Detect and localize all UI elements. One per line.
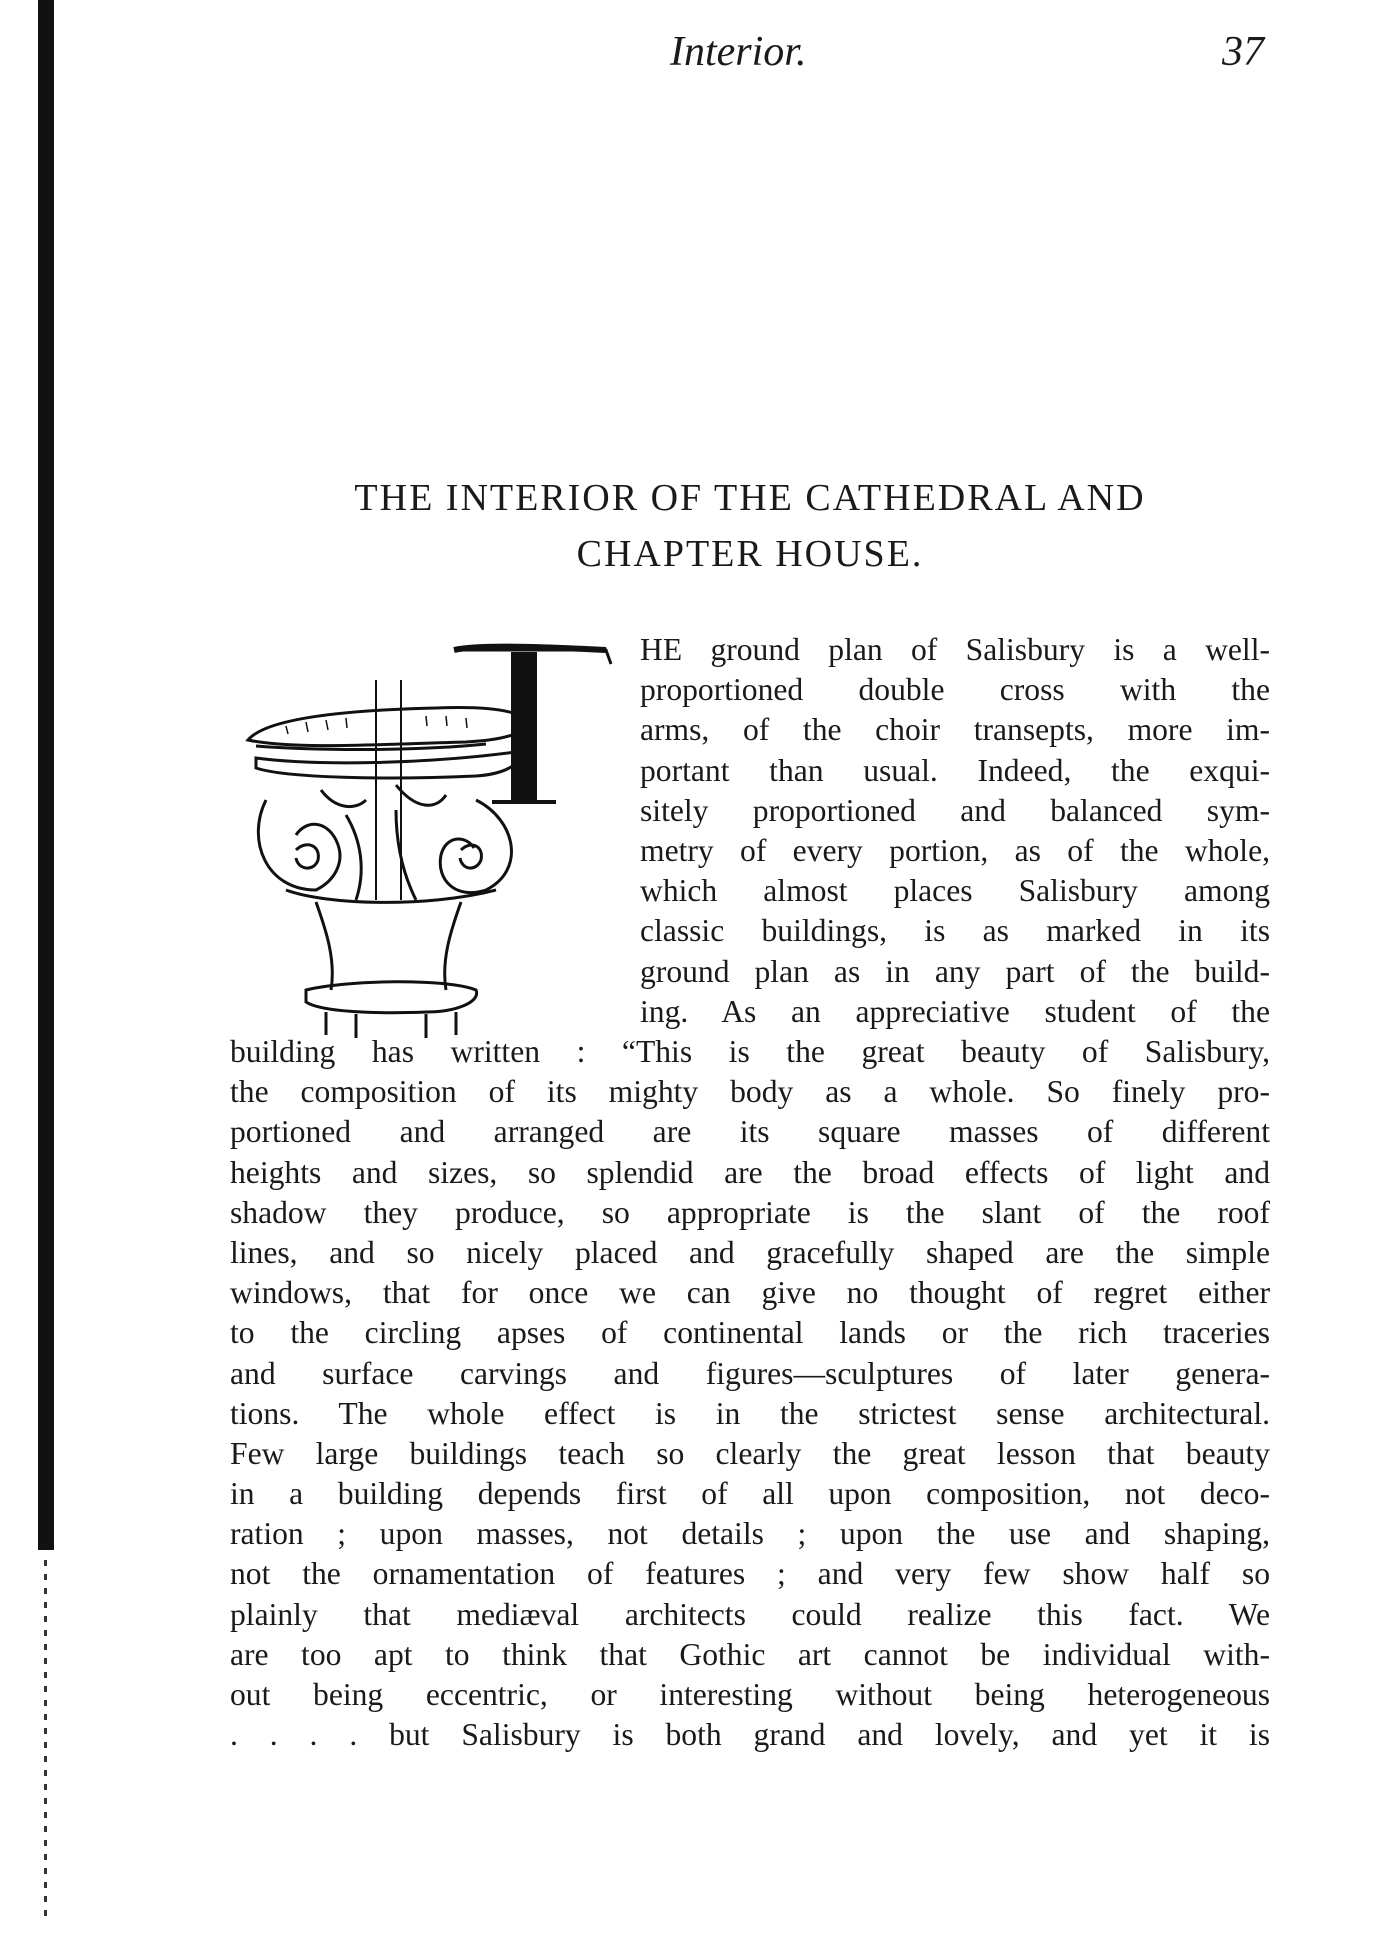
body-line: portioned and arranged are its square masses of different [230, 1114, 1270, 1150]
capital-column-icon [226, 640, 616, 1040]
body-line: shadow they produce, so appropriate is the slant of the roof [230, 1194, 1270, 1230]
body-line: portant than usual. Indeed, the exqui- [640, 752, 1270, 788]
drop-cap-illustration [226, 640, 616, 1040]
body-line: metry of every portion, as of the whole, [640, 832, 1270, 868]
body-line: sitely proportioned and balanced sym- [640, 792, 1270, 828]
chapter-title-line-1: THE INTERIOR OF THE CATHEDRAL AND [354, 477, 1146, 519]
body-line: . . . . but Salisbury is both grand and lovely, and yet it is [230, 1717, 1270, 1753]
body-main-column [230, 1032, 1270, 1755]
body-line: not the ornamentation of features ; and very few show half so [230, 1556, 1270, 1592]
body-line: proportioned double cross with the [640, 672, 1270, 708]
body-line: and surface carvings and figures—sculptures of later genera- [230, 1355, 1270, 1391]
body-opening-column [640, 630, 1270, 1032]
body-line: classic buildings, is as marked in its [640, 913, 1270, 949]
running-head [0, 28, 1373, 88]
body-line: Few large buildings teach so clearly the great lesson that beauty [230, 1435, 1270, 1471]
body-line: in a building depends first of all upon composition, not deco- [230, 1476, 1270, 1512]
chapter-title-line-2: CHAPTER HOUSE. [576, 533, 924, 575]
body-line: out being eccentric, or interesting without being heterogeneous [230, 1677, 1270, 1712]
body-line: tions. The whole effect is in the strictest sense architectural. [230, 1395, 1270, 1431]
body-line: heights and sizes, so splendid are the broad effects of light and [230, 1154, 1270, 1190]
body-line: to the circling apses of continental lands or the rich traceries [230, 1315, 1270, 1351]
body-line: windows, that for once we can give no thought of regret either [230, 1275, 1270, 1311]
body-line: the composition of its mighty body as a whole. So finely pro- [230, 1074, 1270, 1110]
running-title: Interior. [670, 29, 807, 75]
binding-edge [38, 0, 54, 1550]
body-line: which almost places Salisbury among [640, 873, 1270, 909]
body-line: ing. As an appreciative student of the [640, 993, 1270, 1029]
body-line: are too apt to think that Gothic art cannot be individual with- [230, 1636, 1270, 1672]
body-line: ration ; upon masses, not details ; upon the use and shaping, [230, 1516, 1270, 1552]
body-line: arms, of the choir transepts, more im- [640, 712, 1270, 748]
body-line: building has written : “This is the great beauty of Salisbury, [230, 1034, 1270, 1069]
page-number: 37 [1222, 29, 1264, 75]
body-line: plainly that mediæval architects could realize this fact. We [230, 1596, 1270, 1632]
body-line: lines, and so nicely placed and gracefully shaped are the simple [230, 1234, 1270, 1270]
chapter-heading [230, 470, 1270, 582]
body-line: HE ground plan of Salisbury is a well- [640, 632, 1270, 667]
body-line: ground plan as in any part of the build- [640, 953, 1270, 989]
binding-edge-tail [44, 1560, 47, 1920]
